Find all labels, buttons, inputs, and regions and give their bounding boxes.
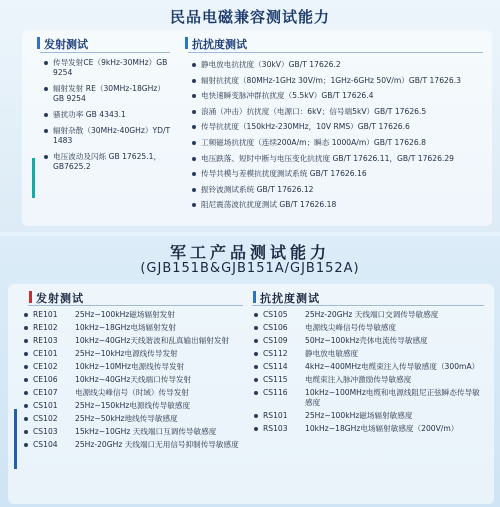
military-panel bbox=[8, 284, 494, 504]
list-item: CS115 电缆束注入脉冲激励传导敏感度 bbox=[254, 375, 486, 385]
list-item: 传导共模与差模抗扰度测试系统 GB/T 17626.16 bbox=[192, 169, 488, 179]
list-item: RE102 10kHz~18GHz电场辐射发射 bbox=[24, 323, 244, 333]
divider bbox=[188, 52, 483, 53]
civil-emission-heading bbox=[44, 36, 88, 52]
military-emc-section bbox=[0, 236, 500, 507]
divider bbox=[40, 52, 170, 53]
list-item: 辐射杂散（30MHz-40GHz）YD/T 1483 bbox=[44, 126, 174, 146]
list-item: 辐射发射 RE（30MHz-18GHz）GB 9254 bbox=[44, 84, 174, 104]
list-item: CS103 15kHz~10GHz 天线端口互调传导敏感度 bbox=[24, 427, 244, 437]
list-item: CS105 25Hz-20GHz 天线端口交调传导敏感度 bbox=[254, 310, 486, 320]
heading-bar bbox=[29, 291, 32, 303]
accent-bar bbox=[32, 158, 35, 198]
civil-emission-heading-text: 发射测试 bbox=[44, 38, 88, 51]
list-item: CS106 电源线尖峰信号传导敏感度 bbox=[254, 323, 486, 333]
list-item: CS112 静电放电敏感度 bbox=[254, 349, 486, 359]
civil-panel bbox=[22, 30, 492, 226]
list-item: CE106 10kHz~40GHz天线端口传导发射 bbox=[24, 375, 244, 385]
civil-immunity-list bbox=[192, 60, 488, 216]
list-item: CS101 25Hz~150kHz电源线传导敏感度 bbox=[24, 401, 244, 411]
heading-bar bbox=[37, 37, 40, 49]
military-subtitle: (GJB151B&GJB151A/GJB152A) bbox=[140, 261, 360, 276]
civil-immunity-heading-text: 抗扰度测试 bbox=[192, 38, 247, 51]
list-item: RE103 10kHz~40GHz天线谐波和乱真输出辐射发射 bbox=[24, 336, 244, 346]
list-item: 传导发射CE（9kHz-30MHz）GB 9254 bbox=[44, 58, 174, 78]
list-item: 电压波动及闪烁 GB 17625.1，GB7625.2 bbox=[44, 152, 174, 172]
divider bbox=[252, 305, 484, 306]
list-item: 电压跌落、短时中断与电压变化抗扰度 GB/T 17626.11，GB/T 17626.29 bbox=[192, 154, 488, 164]
list-item: CS109 50Hz~100kHz壳体电流传导敏感度 bbox=[254, 336, 486, 346]
military-emission-heading bbox=[36, 290, 84, 306]
list-item: 阻尼震荡波抗扰度测试 GB/T 17626.18 bbox=[192, 200, 488, 210]
civil-emission-list bbox=[44, 58, 174, 178]
list-item: 振铃波测试系统 GB/T 17626.12 bbox=[192, 185, 488, 195]
divider bbox=[28, 305, 243, 306]
military-immunity-list bbox=[254, 310, 486, 437]
list-item: CE102 10kHz~10MHz电源线传导发射 bbox=[24, 362, 244, 372]
list-item: CS102 25Hz~50kHz地线传导敏感度 bbox=[24, 414, 244, 424]
list-item: 静电放电抗扰度（30kV）GB/T 17626.2 bbox=[192, 60, 488, 70]
civil-emc-section bbox=[0, 0, 500, 232]
list-item: CS116 10kHz~100MHz电缆和电源线阻尼正弦瞬态传导敏感度 bbox=[254, 388, 486, 409]
heading-bar bbox=[185, 37, 188, 49]
list-item: RS103 10kHz~18GHz电场辐射敏感度（200V/m） bbox=[254, 424, 486, 434]
list-item: 骚扰功率 GB 4343.1 bbox=[44, 110, 174, 120]
list-item: 工频磁场抗扰度（连续200A/m；瞬态 1000A/m）GB/T 17626.8 bbox=[192, 138, 488, 148]
list-item: CE107 电源线尖峰信号（时域）传导发射 bbox=[24, 388, 244, 398]
heading-bar bbox=[253, 291, 256, 303]
list-item: CS114 4kHz~400MHz电缆束注入传导敏感度（300mA） bbox=[254, 362, 486, 372]
accent-bar bbox=[14, 409, 17, 469]
military-emission-list bbox=[24, 310, 244, 453]
list-item: CE101 25Hz~10kHz电源线传导发射 bbox=[24, 349, 244, 359]
military-immunity-heading bbox=[260, 290, 320, 306]
military-emission-heading-text: 发射测试 bbox=[36, 292, 84, 305]
list-item: 辐射抗扰度（80MHz-1GHz 30V/m；1GHz-6GHz 50V/m）GB/T 17626.3 bbox=[192, 76, 488, 86]
list-item: RS101 25Hz~100kHz磁场辐射敏感度 bbox=[254, 411, 486, 421]
list-item: RE101 25Hz~100kHz磁场辐射发射 bbox=[24, 310, 244, 320]
list-item: CS104 25Hz-20GHz 天线端口无用信号抑制传导敏感度 bbox=[24, 440, 244, 450]
list-item: 传导抗扰度（150kHz-230MHz，10V RMS）GB/T 17626.6 bbox=[192, 122, 488, 132]
military-immunity-heading-text: 抗扰度测试 bbox=[260, 292, 320, 305]
list-item: 浪涌（冲击）抗扰度（电源口：6kV；信号端5kV）GB/T 17626.5 bbox=[192, 107, 488, 117]
military-title: 军工产品测试能力 bbox=[169, 243, 330, 262]
list-item: 电快速瞬变脉冲群抗扰度（5.5kV）GB/T 17626.4 bbox=[192, 91, 488, 101]
civil-title: 民品电磁兼容测试能力 bbox=[169, 8, 330, 26]
civil-immunity-heading bbox=[192, 36, 247, 52]
